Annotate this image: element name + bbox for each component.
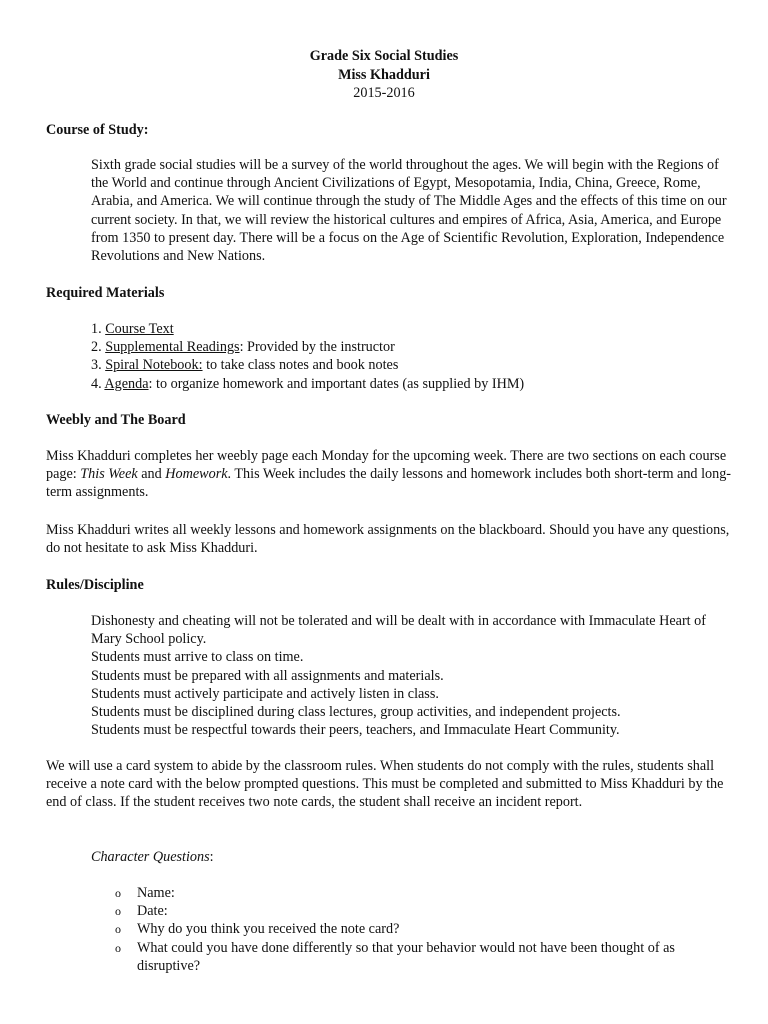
materials-item-label: Course Text xyxy=(105,321,174,337)
rule-item: Students must arrive to class on time. xyxy=(91,649,304,666)
course-of-study-heading: Course of Study: xyxy=(46,122,149,138)
rule-item: Students must actively participate and actively listen in class. xyxy=(91,685,439,702)
rules-heading: Rules/Discipline xyxy=(46,577,144,593)
blackboard-paragraph: Miss Khadduri writes all weekly lessons and homework assignments on the blackboard. Should you have any questions, do not hesitate to ask Miss Khadduri. xyxy=(46,522,730,557)
materials-list xyxy=(91,320,731,393)
weebly-heading: Weebly and The Board xyxy=(46,412,186,428)
materials-item-label: Supplemental Readings xyxy=(105,339,240,356)
materials-item: 2. Supplemental Readings: Provided by the instructor xyxy=(91,339,395,356)
course-of-study-body: Sixth grade social studies will be a survey of the world throughout the ages. We will begin with the Regions of the World and continue through Ancient Civilizations of Egypt, Mesopotamia, India, China, Greece, Rome, Arabia, and America. We will continue through the study of The Middle Ages and the effects of this time on our current society. In that, we will review the historical cultures and empires of Africa, Asia, America, and Europe from 1350 to present day. There will be a focus on the Age of Scientific Revolution, Exploration, Independence Revolutions and New Nations. xyxy=(91,157,727,265)
materials-item: 4. Agenda: to organize homework and important dates (as supplied by IHM) xyxy=(91,375,525,392)
bullet-icon: o xyxy=(115,922,121,937)
rule-item: Students must be disciplined during class lectures, group activities, and independent projects. xyxy=(91,704,621,721)
bullet-icon: o xyxy=(115,904,121,919)
materials-item-label: Spiral Notebook: xyxy=(105,357,203,374)
document-header xyxy=(0,47,768,103)
question-item: o Date: xyxy=(115,903,168,920)
character-questions-heading: Character Questions: xyxy=(91,849,214,865)
character-questions-list xyxy=(91,884,731,975)
required-materials-heading: Required Materials xyxy=(46,285,165,301)
bullet-icon: o xyxy=(115,940,121,955)
materials-item: 1. Course Text xyxy=(91,321,174,337)
document-title: Grade Six Social Studies xyxy=(309,48,459,64)
materials-item: 3. Spiral Notebook: to take class notes and book notes xyxy=(91,357,399,374)
school-year: 2015-2016 xyxy=(353,85,415,101)
weebly-paragraph: Miss Khadduri completes her weebly page each Monday for the upcoming week. There are two sections on each course page: This Week and Homework. This Week includes the daily lessons and homework includes both short-term and long-term assignments. xyxy=(46,448,732,501)
teacher-name: Miss Khadduri xyxy=(338,66,430,83)
question-item: o Name: xyxy=(115,885,175,901)
this-week-term: This Week xyxy=(80,466,138,483)
homework-term: Homework xyxy=(165,466,228,483)
card-system-paragraph: We will use a card system to abide by the classroom rules. When students do not comply with the rules, students shall receive a note card with the below prompted questions. This must be completed and submitted to Miss Khadduri by the end of class. If the student receives two note cards, the student shall receive an incident report. xyxy=(46,758,724,811)
rule-item: Students must be prepared with all assignments and materials. xyxy=(91,667,444,684)
materials-item-label: Agenda xyxy=(104,375,149,392)
question-item: o What could you have done differently so that your behavior would not have been thought of as disruptive? xyxy=(115,939,675,974)
rules-list xyxy=(91,612,731,739)
rule-item: Students must be respectful towards their peers, teachers, and Immaculate Heart Community. xyxy=(91,722,620,739)
rule-item: Dishonesty and cheating will not be tolerated and will be dealt with in accordance with Immaculate Heart of Mary School policy. xyxy=(91,613,706,648)
bullet-icon: o xyxy=(115,886,121,900)
question-item: o Why do you think you received the note card? xyxy=(115,921,400,938)
